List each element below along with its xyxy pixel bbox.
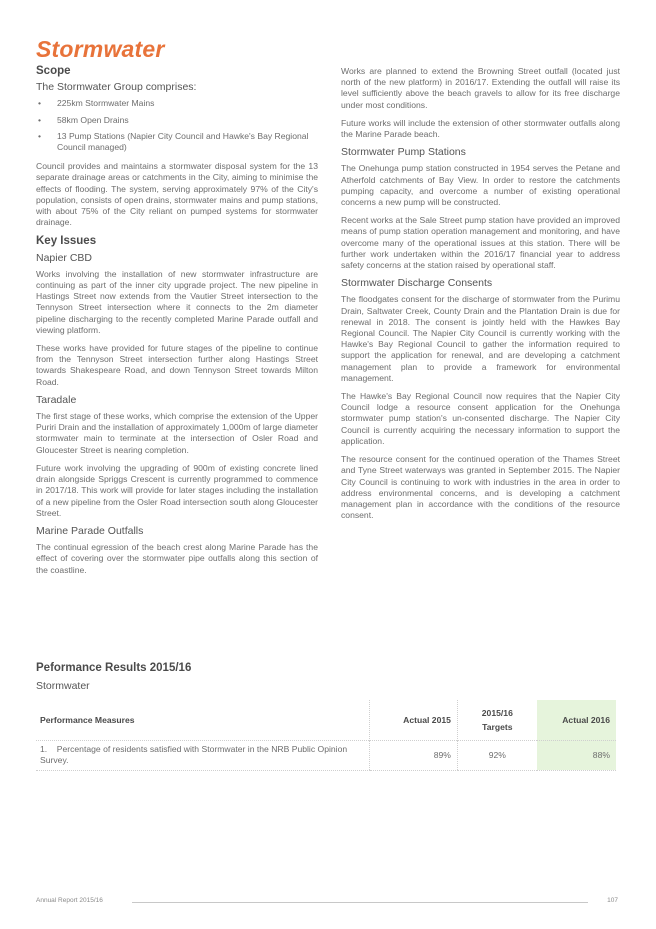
measure-number: 1. (40, 744, 48, 754)
discharge-consents-paragraph: The floodgates consent for the discharge of stormwater from the Purimu Drain, Saltwater Creek, County Drain and the Plantation Drain is due for renewal in 2018. The consent is jointly held with the Hawkes Bay Regional Council. The Napier City Council is currently working with the Hawke's Bay Regional Council to gather the information required to support the application for renewal, and are developing a catchment management plan to provide a framework for environmental management. (341, 294, 620, 383)
performance-subheading: Stormwater (36, 680, 90, 692)
performance-heading: Peformance Results 2015/16 (36, 662, 192, 674)
taradale-paragraph: The first stage of these works, which comprise the extension of the Upper Puriri Drain and the installation of approximately 1,000m of large diameter stormwater main to terminate at the intersection of Osler Road and Gloucester Street is nearing completion. (36, 411, 318, 455)
napier-cbd-paragraph: These works have provided for future stages of the pipeline to continue from the Tennyson Street intersection further along Hastings Street towards Shakespeare Road, and down Tennyson Street towards Milton Road. (36, 343, 318, 387)
marine-parade-paragraph: Works are planned to extend the Browning Street outfall (located just north of the new platform) in 2016/17. Extending the outfall will raise its level sufficiently above the beach gravels to allow for its free discharge under most conditions. (341, 66, 620, 110)
list-item: • 13 Pump Stations (Napier City Council and Hawke's Bay Regional Council managed) (36, 131, 318, 153)
discharge-consents-paragraph: The resource consent for the continued operation of the Thames Street and Tyne Street waterways was granted in September 2015. The Napier City Council is continuing to work with industries in the area in order to address environmental concerns, and is developing a catchment management plan in accordance with the conditions of the resource consent. (341, 454, 620, 521)
marine-parade-heading: Marine Parade Outfalls (36, 524, 144, 537)
scope-paragraph: Council provides and maintains a stormwater disposal system for the 13 separate drainage areas or catchments in the City, aiming to minimise the effects of flooding. The system, serving approximately 97% of the City's population, consists of open drains, stormwater mains and pump stations, with about 75% of the City reliant on pumped systems for stormwater drainage. (36, 161, 318, 228)
page-title: Stormwater (36, 36, 165, 62)
actual-2015-cell: 89% (370, 740, 458, 770)
footer-divider (132, 902, 588, 903)
table-header-row (36, 700, 616, 740)
key-issues-heading: Key Issues (36, 235, 97, 248)
footer-report-title: Annual Report 2015/16 (36, 897, 103, 904)
measure-cell (36, 740, 370, 770)
actual-2016-cell: 88% (537, 740, 616, 770)
scope-list (36, 98, 318, 153)
measure-text: Percentage of residents satisfied with Stormwater in the NRB Public Opinion Survey. (40, 744, 348, 765)
targets-label: Targets (482, 721, 513, 732)
performance-table (36, 700, 616, 771)
table-row (36, 740, 616, 770)
column-header-targets (457, 700, 536, 740)
page-footer (36, 897, 618, 909)
marine-parade-paragraph: The continual egression of the beach crest along Marine Parade has the effect of covering over the stormwater pipe outfalls along this section of the coastline. (36, 542, 318, 575)
pump-stations-paragraph: Recent works at the Sale Street pump station have provided an improved means of pump station operation management and monitoring, and have overcome many of the operational issues at this station. There will be further work undertaken within the 2016/17 financial year to address safety concerns at the station raised by operational staff. (341, 215, 620, 271)
list-item: • 225km Stormwater Mains (36, 98, 318, 109)
pump-stations-heading: Stormwater Pump Stations (341, 146, 466, 159)
taradale-heading: Taradale (36, 393, 77, 406)
targets-year: 2015/16 (481, 707, 513, 718)
scope-heading: Scope (36, 65, 71, 77)
taradale-paragraph: Future work involving the upgrading of 900m of existing concrete lined drain alongside Spriggs Crescent is currently programmed to commence in 2017/18. This work will provide for later stages including the installation of a new pipeline from the Osler Road intersection south along Gloucester Street. (36, 462, 318, 518)
performance-section (36, 662, 618, 771)
napier-cbd-paragraph: Works involving the installation of new stormwater infrastructure are continuing as part of the inner city upgrade project. The new pipeline in Hastings Street now extends from the Vautier Street intersection to the Tennyson Street intersection where it connects to the 2m diameter pipeline discharging to the recently completed Marine Parade outfall and viewing platform. (36, 268, 318, 335)
column-header-actual-2015: Actual 2015 (370, 700, 458, 740)
pump-stations-paragraph: The Onehunga pump station constructed in 1954 serves the Petane and Atherfold catchments of Bay View. In order to restore the catchments pumping capacity, and overcome a number of existing operational concerns a new pump will be constructed. (341, 163, 620, 208)
discharge-consents-heading: Stormwater Discharge Consents (341, 277, 493, 290)
list-item: • 58km Open Drains (36, 115, 318, 126)
target-cell: 92% (457, 740, 536, 770)
napier-cbd-heading: Napier CBD (36, 251, 93, 264)
discharge-consents-paragraph: The Hawke's Bay Regional Council now requires that the Napier City Council lodge a resource consent application for the Onehunga stormwater pump station's un-consented discharge. The Napier City Council is currently acquiring the necessary information to support the application. (341, 391, 620, 446)
left-column (36, 66, 318, 583)
right-column (341, 66, 620, 528)
page-number: 107 (607, 897, 618, 904)
column-header-measures: Performance Measures (40, 714, 135, 725)
scope-intro: The Stormwater Group comprises: (36, 81, 197, 94)
column-header-actual-2016: Actual 2016 (537, 700, 616, 740)
marine-parade-paragraph: Future works will include the extension of other stormwater outfalls along the Marine Parade beach. (341, 117, 620, 140)
